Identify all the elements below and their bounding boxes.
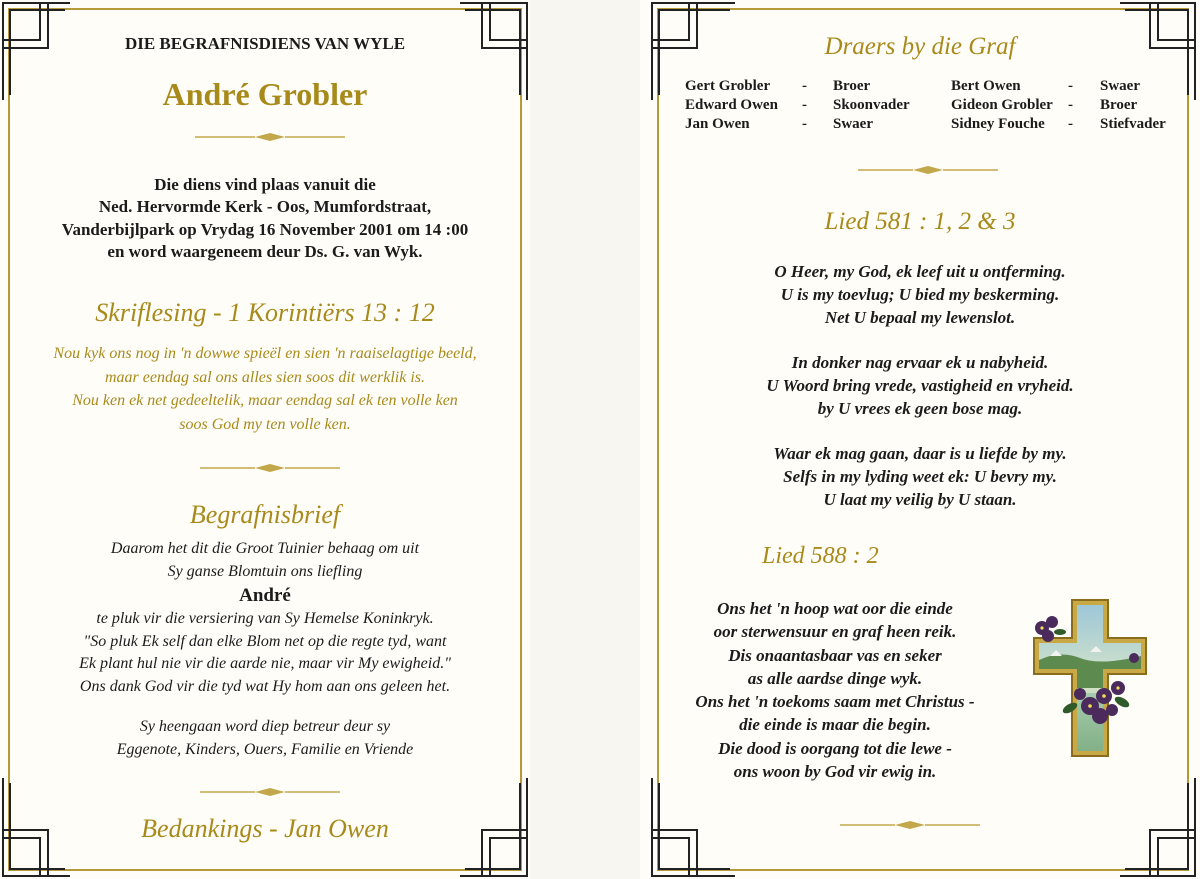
letter-name: André: [239, 585, 291, 606]
bearer-name: Gideon Grobler: [951, 97, 1053, 113]
letter-line: "So pluk Ek self dan elke Blom net op die regte tyd, want: [83, 632, 447, 650]
bearer-name: Gert Grobler: [685, 78, 771, 94]
hymn1-line: O Heer, my God, ek leef uit u ontferming.: [774, 262, 1066, 281]
hymn2-title: Lied 588 : 2: [762, 543, 879, 569]
hymn2-line: die einde is maar die begin.: [739, 715, 931, 735]
divider-flourish: [195, 132, 345, 142]
bearer-dash: -: [1068, 116, 1073, 132]
letter-line: Sy ganse Blomtuin ons liefling: [167, 562, 363, 580]
bearer-name: Sidney Fouche: [951, 116, 1045, 132]
bearer-dash: -: [1068, 78, 1073, 94]
hymn2-line: Ons het 'n hoop wat oor die einde: [717, 599, 953, 618]
hymn1-line: U laat my veilig by U staan.: [823, 490, 1017, 509]
service-details: [0, 174, 530, 263]
hymn1-title: Lied 581 : 1, 2 & 3: [824, 208, 1016, 235]
bearer-relation: Stiefvader: [1100, 116, 1166, 132]
divider-flourish: [840, 820, 980, 830]
bearer-dash: -: [802, 116, 807, 132]
letter-line: te pluk vir die versiering van Sy Hemelse Koninkryk.: [96, 610, 434, 627]
service-header: DIE BEGRAFNISDIENS VAN WYLE: [124, 34, 406, 53]
cross-flowers-icon: [1030, 598, 1150, 758]
hymn2-line: as alle aardse dinge wyk.: [747, 668, 923, 688]
reading-line: Nou ken ek net gedeeltelik, maar eendag sal ek ten volle ken: [72, 392, 458, 409]
mourning-line: Sy heengaan word diep betreur deur sy: [139, 718, 391, 735]
letter-title: Begrafnisbrief: [189, 500, 341, 529]
bearer-name: Bert Owen: [951, 78, 1021, 94]
service-line: en word waargeneem deur Ds. G. van Wyk.: [107, 241, 423, 261]
service-line: Vanderbijlpark op Vrydag 16 November 2001 om 14 :00: [61, 219, 469, 239]
hymn1-line: In donker nag ervaar ek u nabyheid.: [791, 353, 1049, 372]
hymn2-line: Die dood is oorgang tot die lewe -: [718, 738, 952, 758]
mourning-text: [0, 716, 530, 761]
hymn2-line: ons woon by God vir ewig in.: [733, 762, 937, 782]
bearer-relation: Swaer: [1100, 78, 1140, 94]
left-page: [0, 0, 530, 879]
bearer-relation: Swaer: [833, 116, 873, 132]
hymn1-line: U is my toevlug; U bied my beskerming.: [780, 285, 1060, 304]
letter-text-a: [0, 538, 530, 583]
letter-line: Daarom het dit die Groot Tuinier behaag om uit: [110, 540, 420, 557]
letter-line: Ek plant hul nie vir die aarde nie, maar vir My ewigheid.": [79, 655, 451, 672]
divider-flourish: [200, 787, 340, 797]
hymn1-line: Net U bepaal my lewenslot.: [824, 308, 1016, 327]
bearer-name: Edward Owen: [685, 97, 778, 113]
hymn2-text: [670, 597, 1000, 783]
hymn1-line: U Woord bring vrede, vastigheid en vryheid.: [766, 376, 1074, 395]
bearer-dash: -: [802, 78, 807, 94]
bearer-name: Jan Owen: [685, 116, 750, 132]
hymn2-line: Ons het 'n toekoms saam met Christus -: [695, 692, 975, 712]
reading-line: soos God my ten volle ken.: [179, 415, 351, 433]
hymn1-line: Waar ek mag gaan, daar is u liefde by my.: [773, 444, 1067, 463]
hymn1-line: Selfs in my lyding weet ek: U bevry my.: [783, 467, 1057, 486]
reading-line: maar eendag sal ons alles sien soos dit werklik is.: [105, 368, 425, 386]
letter-line: Ons dank God vir die tyd wat Hy hom aan ons geleen het.: [79, 677, 451, 695]
reading-text: [0, 342, 530, 436]
bearers-title: Draers by die Graf: [824, 33, 1016, 60]
thanks-line: Bedankings - Jan Owen: [141, 814, 389, 843]
bearer-relation: Broer: [833, 78, 871, 94]
mourning-line: Eggenote, Kinders, Ouers, Familie en Vriende: [116, 740, 414, 758]
hymn1-line: by U vrees ek geen bose mag.: [817, 399, 1023, 418]
hymn2-line: Dis onaantasbaar vas en seker: [728, 645, 942, 665]
right-page: [640, 0, 1200, 879]
bearer-dash: -: [1068, 97, 1073, 113]
service-line: Ned. Hervormde Kerk - Oos, Mumfordstraat,: [98, 197, 432, 217]
reading-title: Skriflesing - 1 Korintiërs 13 : 12: [95, 298, 435, 327]
deceased-name: André Grobler: [162, 76, 368, 112]
bearer-dash: -: [802, 97, 807, 113]
service-line: Die diens vind plaas vanuit die: [154, 175, 376, 194]
divider-flourish: [858, 165, 998, 175]
letter-text-b: [0, 608, 530, 698]
bearer-relation: Skoonvader: [833, 97, 910, 113]
reading-line: Nou kyk ons nog in 'n dowwe spieël en sien 'n raaiselagtige beeld,: [53, 345, 477, 362]
bearer-relation: Broer: [1100, 97, 1138, 113]
divider-flourish: [200, 463, 340, 473]
hymn2-line: oor sterwensuur en graf heen reik.: [713, 622, 957, 642]
hymn1-text: [640, 260, 1200, 511]
